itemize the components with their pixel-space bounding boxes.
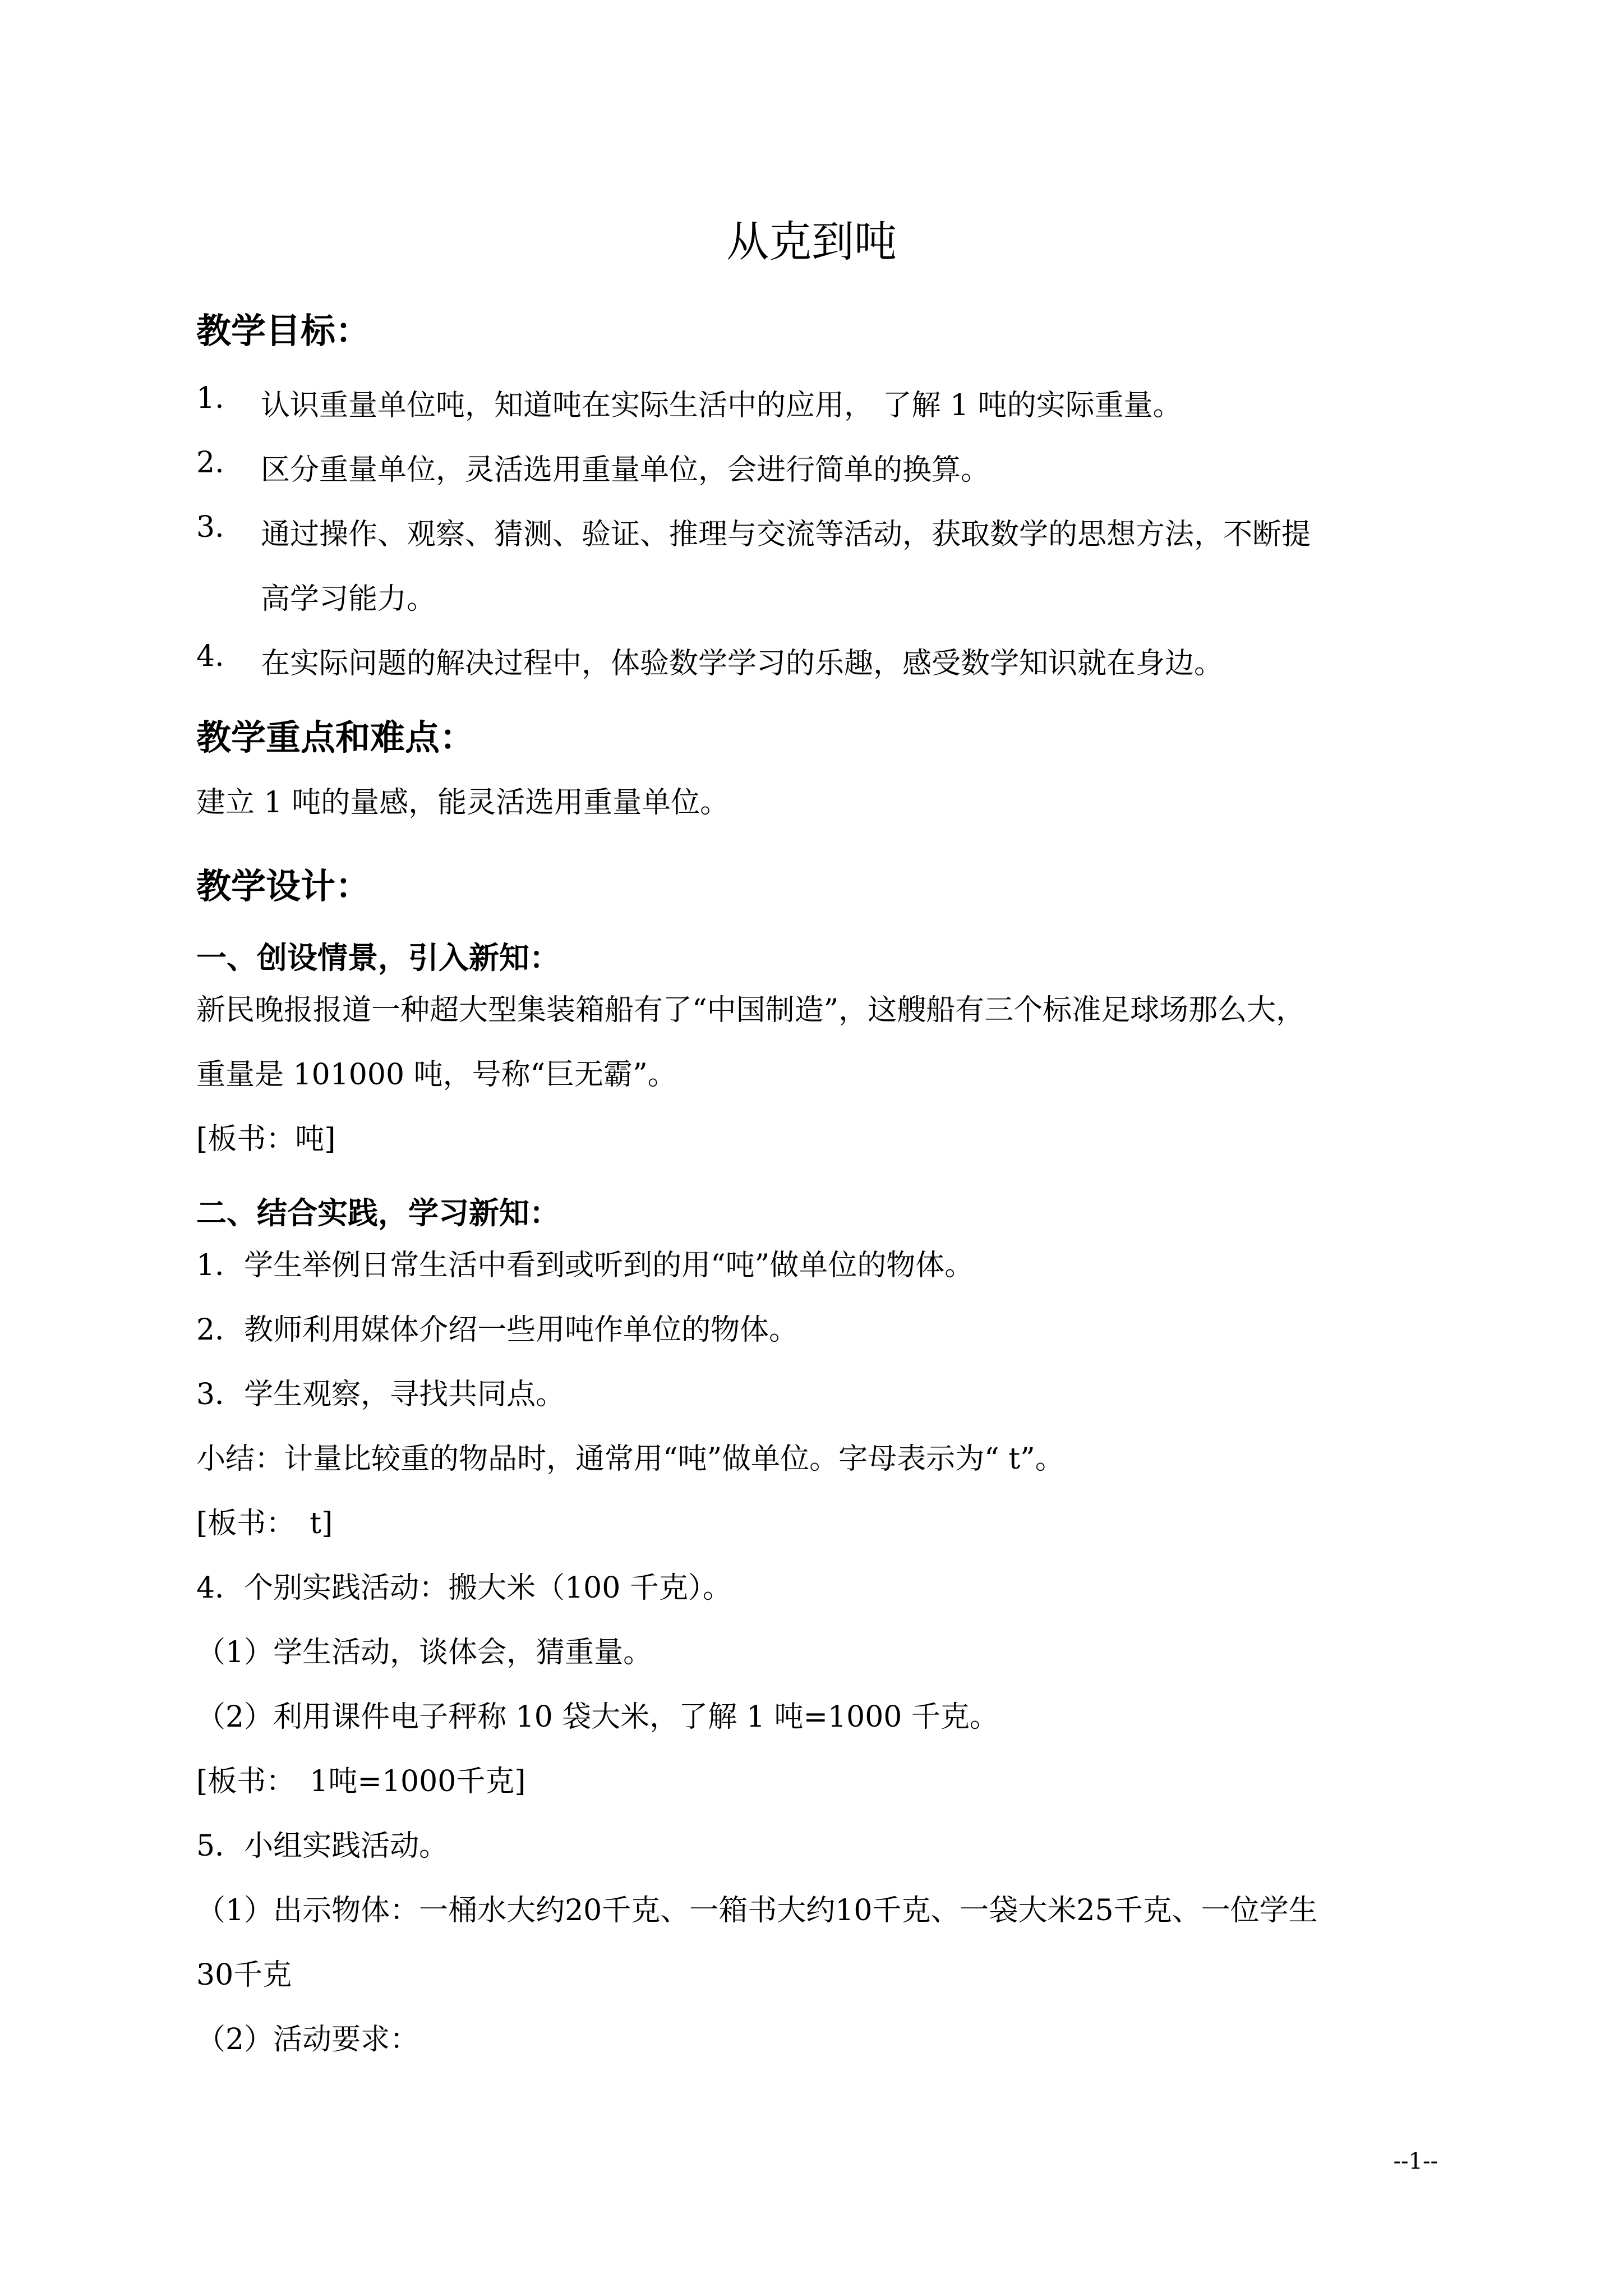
paragraph: （2）利用课件电子秤称 10 袋大米，了解 1 吨=1000 千克。 <box>196 1700 999 1734</box>
objectives-heading: 教学目标： <box>196 310 371 351</box>
board-note: [板书： t] <box>196 1507 333 1540</box>
key-points-text: 建立 1 吨的量感，能灵活选用重量单位。 <box>196 786 730 820</box>
list-number: 3. <box>196 510 224 544</box>
paragraph: （1）出示物体：一桶水大约20千克、一箱书大约10千克、一袋大米25千克、一位学生 <box>196 1894 1318 1927</box>
section-2-heading: 二、结合实践，学习新知： <box>196 1195 560 1231</box>
objective-item-3-cont: 高学习能力。 <box>261 582 436 616</box>
board-note: [板书：吨] <box>196 1122 336 1156</box>
paragraph: （1）学生活动，谈体会，猜重量。 <box>196 1636 653 1669</box>
paragraph: 重量是 101000 吨，号称“巨无霸”。 <box>196 1058 677 1092</box>
summary: 小结：计量比较重的物品时，通常用“吨”做单位。字母表示为“ t”。 <box>196 1442 1064 1476</box>
paragraph: 1．学生举例日常生活中看到或听到的用“吨”做单位的物体。 <box>196 1249 974 1282</box>
list-number: 1. <box>196 381 224 415</box>
document-title: 从克到吨 <box>726 217 897 266</box>
list-text: 认识重量单位吨，知道吨在实际生活中的应用， 了解 1 吨的实际重量。 <box>261 389 1182 422</box>
paragraph: 4．个别实践活动：搬大米（100 千克）。 <box>196 1571 732 1605</box>
paragraph: 3．学生观察，寻找共同点。 <box>196 1378 565 1411</box>
design-heading: 教学设计： <box>196 866 371 907</box>
section-1-heading: 一、创设情景，引入新知： <box>196 940 560 976</box>
paragraph: 30千克 <box>196 1958 292 1992</box>
page-number: --1-- <box>1393 2148 1438 2174</box>
list-number: 4. <box>196 639 224 673</box>
list-number: 2. <box>196 446 224 480</box>
list-text: 区分重量单位，灵活选用重量单位，会进行简单的换算。 <box>261 453 990 487</box>
paragraph: 2．教师利用媒体介绍一些用吨作单位的物体。 <box>196 1313 799 1347</box>
key-points-heading: 教学重点和难点： <box>196 717 475 758</box>
list-text: 在实际问题的解决过程中，体验数学学习的乐趣，感受数学知识就在身边。 <box>261 647 1224 680</box>
paragraph: 5．小组实践活动。 <box>196 1829 449 1863</box>
paragraph: 新民晚报报道一种超大型集装箱船有了“中国制造”，这艘船有三个标准足球场那么大， <box>196 993 1306 1027</box>
board-note: [板书： 1吨=1000千克] <box>196 1765 526 1798</box>
list-text: 通过操作、观察、猜测、验证、推理与交流等活动，获取数学的思想方法，不断提 <box>261 518 1311 551</box>
paragraph: （2）活动要求： <box>196 2023 419 2056</box>
